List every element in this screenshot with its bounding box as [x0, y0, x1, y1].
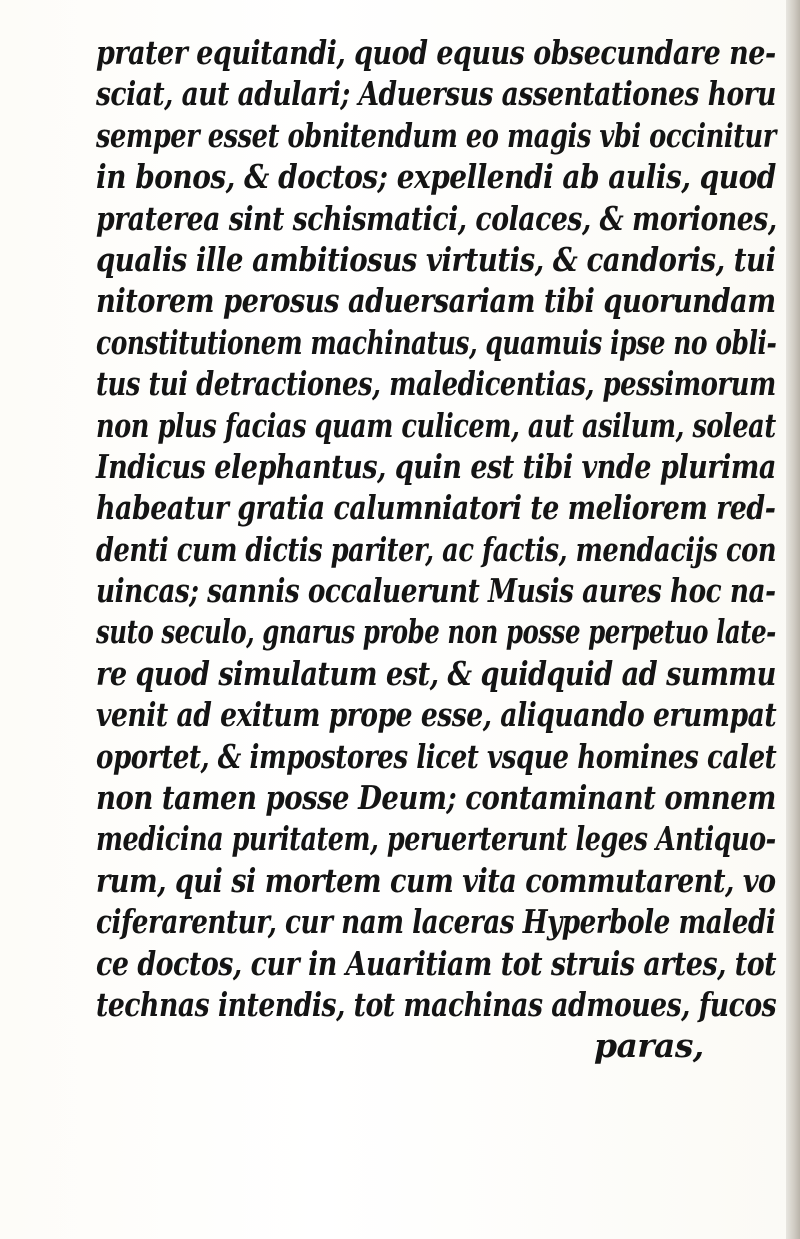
text-line-16: re quod simulatum est, & quidquid ad summu [96, 653, 776, 693]
text-line-19: non tamen posse Deum; contaminant omnem [96, 778, 776, 818]
text-line-10: non plus facias quam culicem, aut asilum, soleat [96, 405, 776, 445]
text-line-11: Indicus elephantus, quin est tibi vnde plurima [96, 446, 776, 486]
text-line-6: qualis ille ambitiosus virtutis, & candoris, tui [96, 239, 776, 279]
text-line-23: ce doctos, cur in Auaritiam tot struis artes, tot [96, 943, 777, 983]
text-line-14: uincas; sannis occaluerunt Musis aures hoc na- [96, 571, 776, 611]
text-line-24: technas intendis, tot machinas admoues, fucos [96, 984, 777, 1024]
text-line-20: medicina puritatem, peruerterunt leges Antiquo- [96, 819, 776, 859]
text-line-12: habeatur gratia calumniatori te meliorem red- [96, 488, 776, 528]
text-line-8: constitutionem machinatus, quamuis ipse no obli- [96, 322, 777, 362]
latin-text-block [96, 32, 776, 1067]
catchword: paras, [594, 1026, 704, 1066]
text-line-18: oportet, & impostores licet vsque homines calet [96, 736, 777, 776]
text-line-1: prater equitandi, quod equus obsecundare ne- [96, 33, 776, 72]
text-line-13: denti cum dictis pariter, ac factis, mendacijs con [96, 529, 777, 569]
text-line-15: suto seculo, gnarus probe non posse perpetuo late- [96, 612, 776, 652]
text-line-9: tus tui detractiones, maledicentias, pessimorum [96, 364, 776, 404]
text-line-17: venit ad exitum prope esse, aliquando erumpat [96, 695, 777, 735]
text-line-5: praterea sint schismatici, colaces, & moriones, [96, 198, 777, 238]
text-line-7: nitorem perosus aduersariam tibi quorundam [96, 281, 776, 321]
text-line-21: rum, qui si mortem cum vita commutarent, vo [96, 860, 776, 900]
text-line-2: sciat, aut adulari; Aduersus assentationes horu [96, 74, 776, 114]
text-line-4: in bonos, & doctos; expellendi ab aulis, quod [96, 157, 776, 197]
page-edge [786, 0, 800, 1239]
text-line-3: semper esset obnitendum eo magis vbi occinitur [96, 115, 776, 155]
text-line-22: ciferarentur, cur nam laceras Hyperbole maledi [96, 902, 776, 942]
